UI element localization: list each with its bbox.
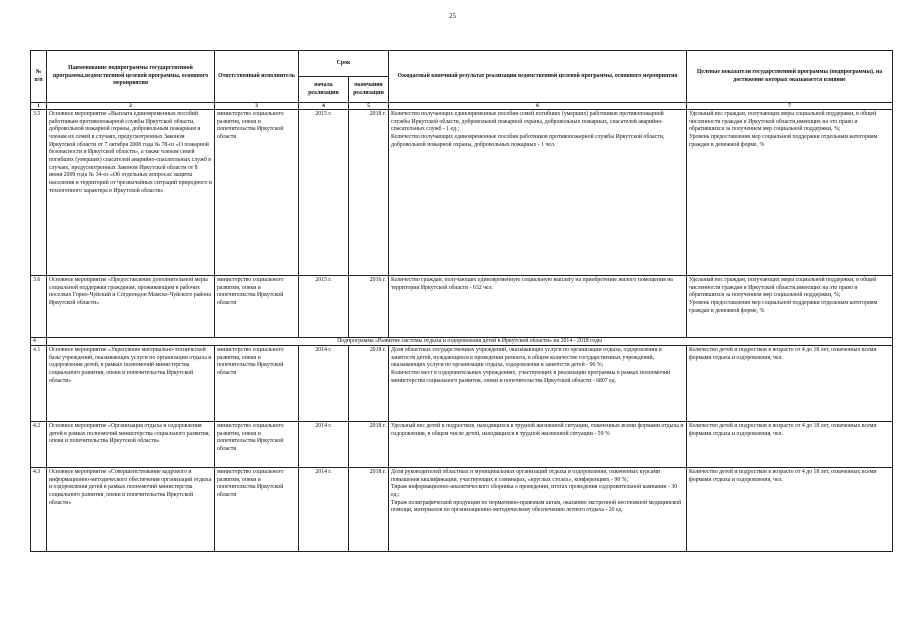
subprogram-num: 4 [31,338,47,346]
table-row [31,346,893,422]
row-name: Основное мероприятие «Укрепление материально-технической базы учреждений, оказывающих услуги по организации отдыха и оздоровления детей, в рамках полномочий министерства социального развития, опеки и попечительства Иркутской области» [47,346,215,422]
row-end: 2018 г. [349,346,389,422]
header-indicators: Целевые показатели государственной программы (подпрограммы), на достижение которых оказывается влияние [687,51,893,103]
column-number: 1 [31,103,47,110]
row-indicators: Количество детей и подростков в возрасте от 4 до 18 лет, охваченных всеми формами отдыха и оздоровления, чел. [687,346,893,422]
row-num: 4.1 [31,346,47,422]
row-result: Доля областных государственных учреждений, оказывающих услуги по организации отдыха, оздоровления и занятости детей, нуждающихся в проведении ремонта, в общем количестве государственных учреждений, оказывающих услуги по организации отдыха, оздоровления и занятости детей - 96 %; Количество мест в оздоровительных учреждениях, участвующих в реализации программы в рамках полномочий министерства социального развития, опеки и попечительства Иркутской области - 6807 ед. [389,346,687,422]
header-end: окончания реализации [349,77,389,103]
header-term: Срок [299,51,389,77]
row-executor: министерство социального развития, опеки и попечительства Иркутской области [215,346,299,422]
row-num: 3.5 [31,110,47,276]
subprogram-row [31,338,893,346]
column-number: 4 [299,103,349,110]
column-number: 2 [47,103,215,110]
page-number: 25 [449,12,456,20]
row-num: 4.2 [31,422,47,468]
header-name: Наименование подпрограммы государственной программы,ведомственной целевой программы, основного мероприятия [47,51,215,103]
header-num: № п/п [31,51,47,103]
column-number: 7 [687,103,893,110]
table-row [31,276,893,338]
row-executor: министерство социального развития, опеки и попечительства Иркутской области [215,276,299,338]
row-start: 2014 г. [299,468,349,552]
row-indicators: Количество детей и подростков в возрасте от 4 до 18 лет, охваченных всеми формами отдыха и оздоровления, чел. [687,468,893,552]
column-number: 5 [349,103,389,110]
row-indicators: Количество детей и подростков в возрасте от 4 до 18 лет, охваченных всеми формами отдыха и оздоровления, чел. [687,422,893,468]
table-row [31,468,893,552]
row-executor: министерство социального развития, опеки и попечительства Иркутской области [215,468,299,552]
row-end: 2018 г. [349,110,389,276]
row-name: Основное мероприятие «Выплата единовременных пособий работникам противопожарной службы Иркутской области, добровольной пожарной охраны, добровольным пожарным и членам их семей в случаях, предусмотренных Законом Иркутской области от 7 октября 2008 года № 78-оз «О пожарной безопасности в Иркутской области», а также членам семей погибших (умерших) спасателей аварийно-спасательных служб в случаях, предусмотренных Законом Иркутской области от 8 июня 2009 года № 34-оз «Об отдельных вопросах защиты населения и территорий от чрезвычайных ситуаций природного и техногенного характера в Иркутской области» [47,110,215,276]
header-result: Ожидаемый конечный результат реализации ведомственной целевой программы, основного мероприятия [389,51,687,103]
row-indicators: Удельный вес граждан, получающих меры социальной поддержки, в общей численности граждан в Иркутской области,имеющих на это право и обратившихся за получением мер социальной поддержки, %; Уровень предоставления мер социальной поддержки отдельным категориям граждан в денежной форме, % [687,110,893,276]
subprogram-title: Подпрограмма «Развитие системы отдыха и оздоровления детей в Иркутской области» на 2014 - 2018 годы [47,338,893,346]
column-number: 3 [215,103,299,110]
row-result: Доля руководителей областных и муниципальных организаций отдыха и оздоровления, охваченных курсами повышения квалификации, участвующих в семинарах, «круглых столах», конференциях - 90 %; Тираж информационно-аналитического сборника о проведении, итогах проведения оздоровительной кампании - 30 ед.; Тираж полиграфической продукции по нормативно-правовым актам, оказанию экстренной неотложной медицинской помощи, материалов по организационно-методическому обеспечению летнего отдыха - 20 ед. [389,468,687,552]
row-end: 2018 г. [349,468,389,552]
row-num: 4.3 [31,468,47,552]
row-start: 2015 г. [299,276,349,338]
row-executor: министерство социального развития, опеки и попечительства Иркутской области [215,110,299,276]
row-start: 2015 г. [299,110,349,276]
row-start: 2014 г. [299,422,349,468]
header-executor: Ответственный исполнитель [215,51,299,103]
program-table [30,50,893,552]
row-result: Количество граждан, получающих единовременную социальную выплату на приобретение жилого помещения на территории Иркутской области - 632 чел. [389,276,687,338]
table-row [31,422,893,468]
row-result: Количество получающих единовременные пособия семей погибших (умерших) работников противопожарной службы Иркутской области, добровольной пожарной охраны, добровольных пожарных, спасателей аварийно-спасательных служб - 1 ед.; Количество получающих единовременные пособия работников противопожарной службы Иркутской области, добровольной пожарной охраны, добровольных пожарных - 1 чел. [389,110,687,276]
header-row [31,51,893,77]
header-start: начала реализации [299,77,349,103]
row-end: 2018 г. [349,422,389,468]
column-number-row [31,103,893,110]
row-end: 2016 г. [349,276,389,338]
table-row [31,110,893,276]
row-indicators: Удельный вес граждан, получающих меры социальной поддержки, в общей численности граждан в Иркутской области,имеющих на это право и обратившихся за получением мер социальной поддержки, %; Уровень предоставления мер социальной поддержки отдельным категориям граждан в денежной форме, % [687,276,893,338]
row-executor: министерство социального развития, опеки и попечительства Иркутской области [215,422,299,468]
row-name: Основное мероприятие «Совершенствование кадрового и информационно-методического обеспечения организаций отдыха и оздоровления детей в рамках полномочий министерства социального развития, опеки и попечительства Иркутской области» [47,468,215,552]
row-start: 2014 г. [299,346,349,422]
row-num: 3.6 [31,276,47,338]
row-name: Основное мероприятие «Организация отдыха и оздоровления детей в рамках полномочий министерства социального развития, опеки и попечительства Иркутской области» [47,422,215,468]
row-name: Основное мероприятие «Предоставление дополнительной меры социальной поддержки гражданам, проживающим в рабочих поселках Горно-Чуйский и Согдиондон Мамско-Чуйского района Иркутской области» [47,276,215,338]
row-result: Удельный вес детей и подростков, находящихся в трудной жизненной ситуации, охваченных всеми формами отдыха и оздоровления, в общем числе детей, находящихся в трудной жизненной ситуации - 59 % [389,422,687,468]
column-number: 6 [389,103,687,110]
